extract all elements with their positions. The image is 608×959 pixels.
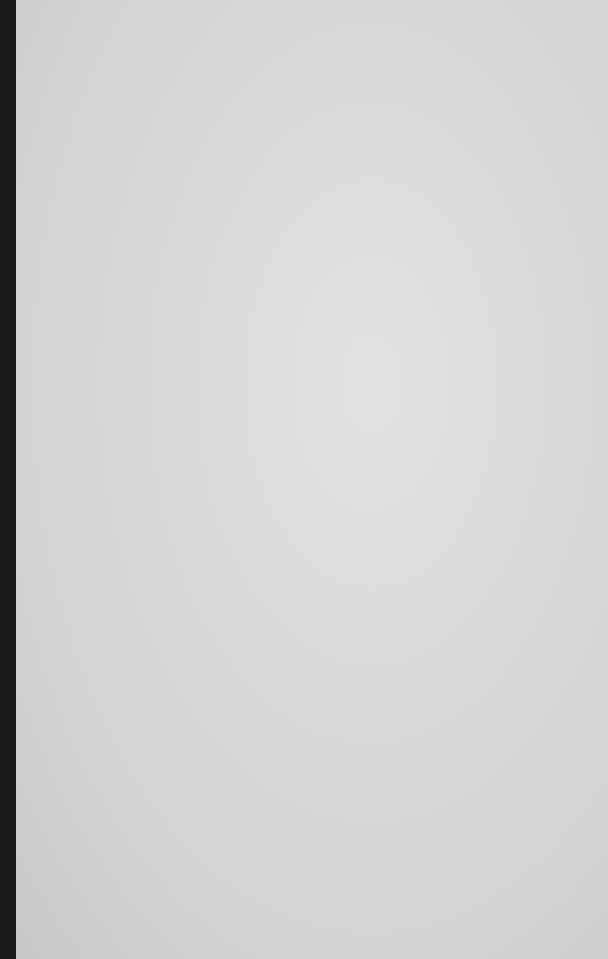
body-text bbox=[16, 74, 544, 94]
book-page bbox=[16, 0, 608, 959]
running-head bbox=[16, 48, 608, 70]
